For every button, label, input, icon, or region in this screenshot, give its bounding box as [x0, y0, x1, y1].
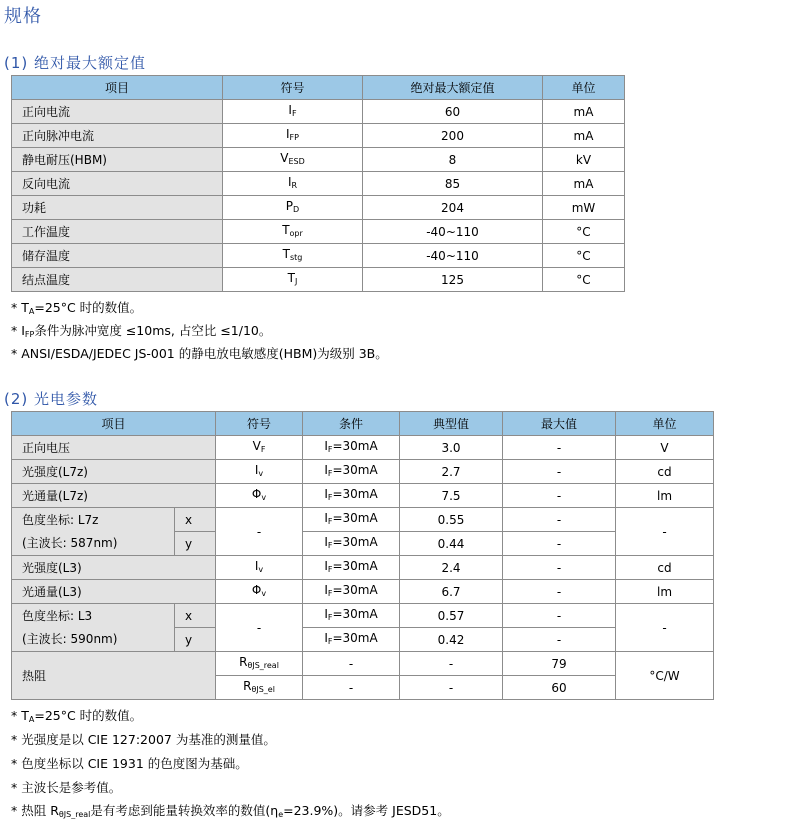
header-symbol: 符号	[216, 412, 303, 436]
row-typical: 0.57	[400, 604, 503, 628]
table-row	[12, 100, 625, 124]
row-max: -	[503, 436, 616, 460]
table-row	[12, 244, 625, 268]
thermal-real-symbol: $R_{\theta JS\_real}$	[216, 652, 303, 676]
row-unit: cd	[616, 460, 714, 484]
row-unit: V	[616, 436, 714, 460]
row-symbol: $T_J$	[223, 268, 363, 292]
row-max: -	[503, 508, 616, 532]
row-typical: -	[400, 676, 503, 700]
header-typical: 典型值	[400, 412, 503, 436]
row-condition: $I_F=30mA$	[303, 628, 400, 652]
row-condition: $I_F=30mA$	[303, 604, 400, 628]
row-unit: mW	[543, 196, 625, 220]
row-item: 光通量(L7z)	[12, 484, 216, 508]
row-item: 光强度(L7z)	[12, 460, 216, 484]
row-symbol: $\Phi_v$	[216, 580, 303, 604]
header-item: 项目	[12, 412, 216, 436]
row-condition: $I_F=30mA$	[303, 460, 400, 484]
note-ifp: * $I_{FP}$条件为脉冲宽度 ≤10ms, 占空比 ≤1/10。	[11, 323, 272, 339]
row-symbol: $I_v$	[216, 556, 303, 580]
row-symbol: $T_{stg}$	[223, 244, 363, 268]
optoelectronic-table	[11, 411, 714, 700]
note-wavelength: * 主波长是参考值。	[11, 780, 122, 795]
row-symbol: $\Phi_v$	[216, 484, 303, 508]
section-heading-absolute-max: (1) 绝对最大额定值	[4, 54, 147, 72]
row-unit: mA	[543, 172, 625, 196]
row-unit: lm	[616, 484, 714, 508]
chroma-y-label: y	[175, 532, 216, 556]
row-symbol: $T_{opr}$	[223, 220, 363, 244]
row-max: -	[503, 556, 616, 580]
row-max: -	[503, 628, 616, 652]
row-item: 工作温度	[12, 220, 223, 244]
row-unit: mA	[543, 124, 625, 148]
header-max: 最大值	[503, 412, 616, 436]
table-header-row	[12, 76, 625, 100]
row-unit: mA	[543, 100, 625, 124]
row-condition: $I_F=30mA$	[303, 508, 400, 532]
table-row	[12, 436, 714, 460]
row-typical: -	[400, 652, 503, 676]
chroma-l3-symbol: -	[216, 604, 303, 652]
table-row	[12, 172, 625, 196]
row-item: 光通量(L3)	[12, 580, 216, 604]
row-symbol: $V_{ESD}$	[223, 148, 363, 172]
row-value: 85	[363, 172, 543, 196]
row-condition: $I_F=30mA$	[303, 484, 400, 508]
chroma-l3-wavelength: (主波长: 590nm)	[12, 628, 175, 652]
table-row	[12, 532, 714, 556]
table-row	[12, 484, 714, 508]
row-condition: $I_F=30mA$	[303, 436, 400, 460]
header-unit: 单位	[616, 412, 714, 436]
table-row	[12, 556, 714, 580]
chroma-l7z-unit: -	[616, 508, 714, 556]
absolute-max-table	[11, 75, 625, 292]
table-row	[12, 580, 714, 604]
row-max: -	[503, 484, 616, 508]
chroma-l3-unit: -	[616, 604, 714, 652]
thermal-resistance-label: 热阻	[12, 652, 216, 700]
row-item: 正向电压	[12, 436, 216, 460]
row-unit: cd	[616, 556, 714, 580]
header-symbol: 符号	[223, 76, 363, 100]
row-typical: 6.7	[400, 580, 503, 604]
header-rating: 绝对最大额定值	[363, 76, 543, 100]
row-max: 60	[503, 676, 616, 700]
row-item: 正向脉冲电流	[12, 124, 223, 148]
row-unit: kV	[543, 148, 625, 172]
row-condition: $I_F=30mA$	[303, 580, 400, 604]
chroma-l7z-label: 色度坐标: L7z	[12, 508, 175, 532]
row-max: -	[503, 532, 616, 556]
row-value: -40~110	[363, 244, 543, 268]
chroma-x-label: x	[175, 604, 216, 628]
row-typical: 0.42	[400, 628, 503, 652]
row-item: 功耗	[12, 196, 223, 220]
table-row	[12, 628, 714, 652]
note-esd: * ANSI/ESDA/JEDEC JS-001 的静电放电敏感度(HBM)为级别 3B。	[11, 346, 388, 361]
chroma-y-label: y	[175, 628, 216, 652]
row-typical: 2.4	[400, 556, 503, 580]
table-row	[12, 148, 625, 172]
thermal-el-symbol: $R_{\theta JS\_el}$	[216, 676, 303, 700]
table-row	[12, 220, 625, 244]
row-item: 静电耐压(HBM)	[12, 148, 223, 172]
table-header-row	[12, 412, 714, 436]
row-unit: °C	[543, 244, 625, 268]
row-max: 79	[503, 652, 616, 676]
row-symbol: $P_D$	[223, 196, 363, 220]
table-row	[12, 460, 714, 484]
row-value: -40~110	[363, 220, 543, 244]
row-value: 200	[363, 124, 543, 148]
row-typical: 2.7	[400, 460, 503, 484]
row-condition: -	[303, 676, 400, 700]
row-symbol: $I_R$	[223, 172, 363, 196]
thermal-unit: °C/W	[616, 652, 714, 700]
row-item: 光强度(L3)	[12, 556, 216, 580]
header-item: 项目	[12, 76, 223, 100]
note-thermal: * 热阻 $R_{\theta JS\_real}$是有考虑到能量转换效率的数值$(\eta_e=23.9\%)$。请参考 JESD51。	[11, 803, 450, 819]
row-item: 反向电流	[12, 172, 223, 196]
row-value: 8	[363, 148, 543, 172]
table-row	[12, 124, 625, 148]
row-typical: 3.0	[400, 436, 503, 460]
note-ta-2: * $T_A=25^\circ C$ 时的数值。	[11, 708, 143, 724]
row-typical: 0.55	[400, 508, 503, 532]
header-unit: 单位	[543, 76, 625, 100]
table-row	[12, 196, 625, 220]
row-value: 125	[363, 268, 543, 292]
table-row	[12, 652, 714, 676]
row-unit: °C	[543, 220, 625, 244]
row-item: 储存温度	[12, 244, 223, 268]
note-cie127: * 光强度是以 CIE 127:2007 为基准的测量值。	[11, 732, 276, 747]
chroma-x-label: x	[175, 508, 216, 532]
row-unit: °C	[543, 268, 625, 292]
row-symbol: $I_v$	[216, 460, 303, 484]
table-row	[12, 604, 714, 628]
chroma-l7z-symbol: -	[216, 508, 303, 556]
row-value: 204	[363, 196, 543, 220]
row-item: 正向电流	[12, 100, 223, 124]
row-condition: $I_F=30mA$	[303, 532, 400, 556]
row-value: 60	[363, 100, 543, 124]
row-symbol: $V_F$	[216, 436, 303, 460]
section-heading-optoelectronic: (2) 光电参数	[4, 390, 99, 408]
row-typical: 7.5	[400, 484, 503, 508]
row-max: -	[503, 604, 616, 628]
chroma-l7z-wavelength: (主波长: 587nm)	[12, 532, 175, 556]
table-row	[12, 268, 625, 292]
row-condition: $I_F=30mA$	[303, 556, 400, 580]
row-max: -	[503, 580, 616, 604]
note-cie1931: * 色度坐标以 CIE 1931 的色度图为基础。	[11, 756, 248, 771]
row-max: -	[503, 460, 616, 484]
row-unit: lm	[616, 580, 714, 604]
row-symbol: $I_F$	[223, 100, 363, 124]
chroma-l3-label: 色度坐标: L3	[12, 604, 175, 628]
row-symbol: $I_{FP}$	[223, 124, 363, 148]
note-ta: * $T_A=25^\circ C$ 时的数值。	[11, 300, 143, 316]
page-title: 规格	[4, 6, 42, 27]
header-condition: 条件	[303, 412, 400, 436]
table-row	[12, 508, 714, 532]
row-typical: 0.44	[400, 532, 503, 556]
row-condition: -	[303, 652, 400, 676]
row-item: 结点温度	[12, 268, 223, 292]
